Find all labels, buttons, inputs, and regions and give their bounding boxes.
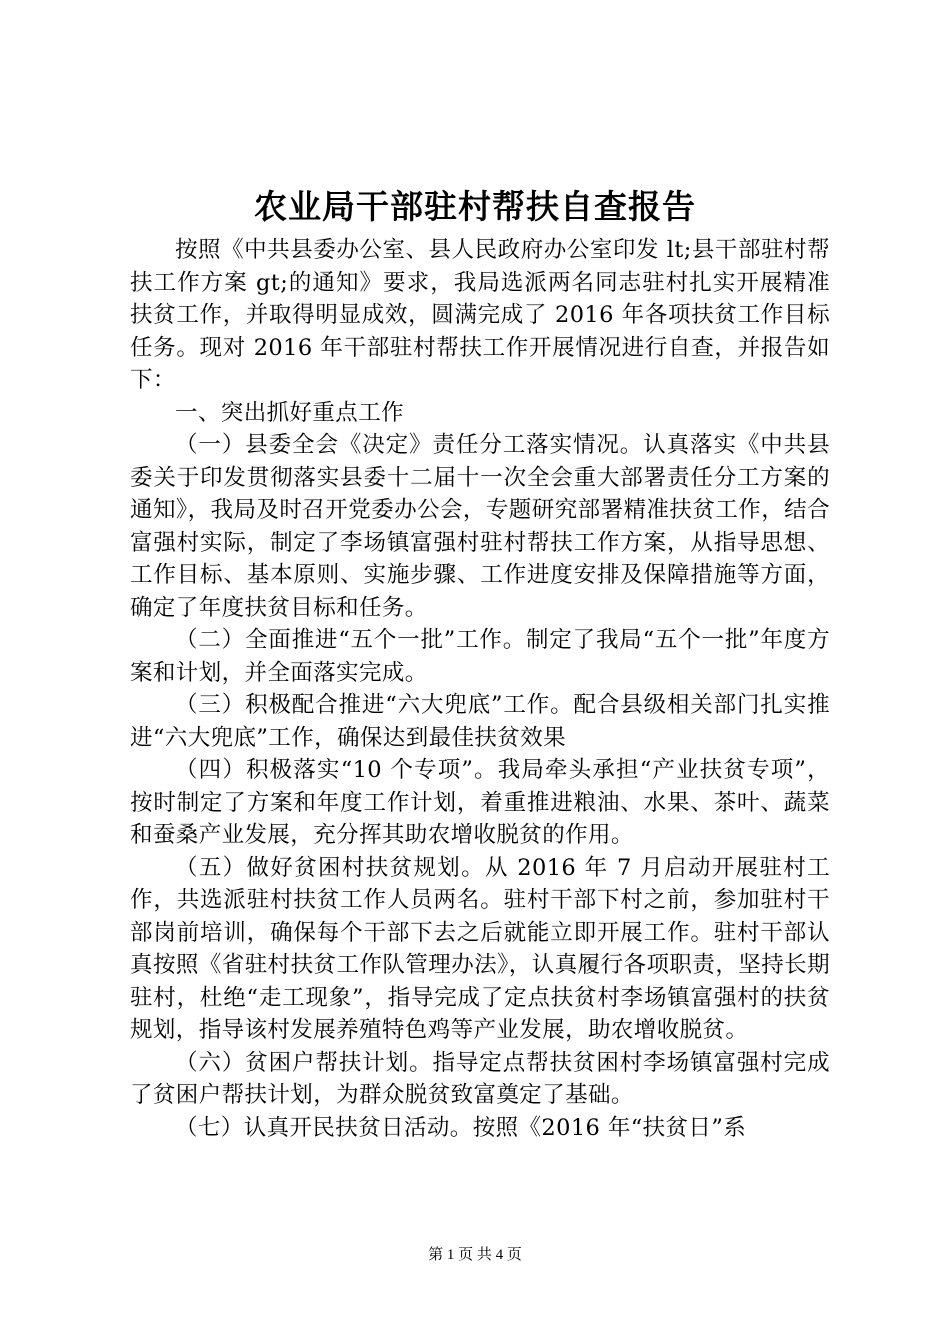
paragraph-item-6: （六）贫困户帮扶计划。指导定点帮扶贫困村李场镇富强村完成了贫困户帮扶计划，为群众脱贫致富奠定了基础。 [130,1049,830,1108]
paragraph-intro: 按照《中共县委办公室、县人民政府办公室印发 lt;县干部驻村帮扶工作方案 gt;的通知》要求，我局选派两名同志驻村扎实开展精准扶贫工作，并取得明显成效，圆满完成了 2016 年各项扶贫工作目标任务。现对 2016 年干部驻村帮扶工作开展情况进行自查，并报告如下： [130,237,830,393]
paragraph-item-2: （二）全面推进“五个一批”工作。制定了我局“五个一批”年度方案和计划，并全面落实完成。 [130,627,830,686]
section-heading: 一、突出抓好重点工作 [175,399,405,426]
document-title: 农业局干部驻村帮扶自查报告 [254,187,696,226]
page-number-footer: 第 1 页 共 4 页 [428,1247,522,1263]
paragraph-item-4: （四）积极落实“10 个专项”。我局牵头承担“产业扶贫专项”，按时制定了方案和年度工作计划，着重推进粮油、水果、茶叶、蔬菜和蚕桑产业发展，充分挥其助农增收脱贫的作用。 [130,757,830,848]
document-body [130,234,830,1144]
paragraph-item-7: （七）认真开民扶贫日活动。按照《2016 年“扶贫日”系 [175,1114,747,1141]
paragraph-item-1: （一）县委全会《决定》责任分工落实情况。认真落实《中共县委关于印发贯彻落实县委十二届十一次全会重大部署责任分工方案的通知》，我局及时召开党委办公会，专题研究部署精准扶贫工作，结合富强村实际，制定了李场镇富强村驻村帮扶工作方案，从指导思想、工作目标、基本原则、实施步骤、工作进度安排及保障措施等方面，确定了年度扶贫目标和任务。 [130,432,830,621]
paragraph-item-3: （三）积极配合推进“六大兜底”工作。配合县级相关部门扎实推进“六大兜底”工作，确保达到最佳扶贫效果 [130,692,830,751]
paragraph-item-5: （五）做好贫困村扶贫规划。从 2016 年 7 月启动开展驻村工作，共选派驻村扶贫工作人员两名。驻村干部下村之前，参加驻村干部岗前培训，确保每个干部下去之后就能立即开展工作。驻村干部认真按照《省驻村扶贫工作队管理办法》，认真履行各项职责，坚持长期驻村，杜绝“走工现象”，指导完成了定点扶贫村李场镇富强村的扶贫规划，指导该村发展养殖特色鸡等产业发展，助农增收脱贫。 [130,854,830,1043]
